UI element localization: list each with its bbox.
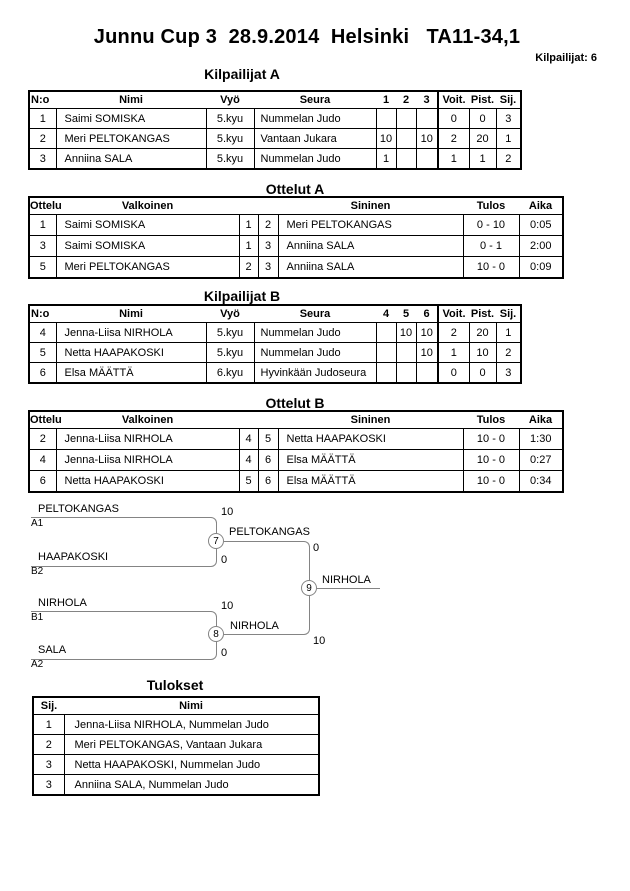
column-header-match: Ottelu: [29, 197, 56, 215]
column-header-points: Pist.: [469, 305, 496, 323]
cell-match-no: 6: [29, 471, 56, 493]
cell-place: 3: [496, 363, 521, 384]
bracket-score: 0: [221, 647, 228, 659]
table-row: [29, 471, 563, 493]
column-header-result: Tulos: [463, 411, 519, 429]
column-header-spacer: [258, 411, 278, 429]
cell-wins: 2: [438, 129, 469, 149]
column-header-match6: 6: [416, 305, 438, 323]
cell-time: 2:00: [519, 236, 563, 257]
cell-score2: [396, 109, 416, 129]
cell-belt: 5.kyu: [206, 149, 254, 170]
bracket-score: 10: [221, 600, 234, 612]
column-header-place: Sij.: [33, 697, 64, 715]
section-title-matches-a: Ottelut A: [265, 181, 325, 197]
cell-blue-no: 6: [258, 450, 278, 471]
cell-time: 0:34: [519, 471, 563, 493]
table-pool-a: [28, 90, 522, 170]
cell-wins: 1: [438, 149, 469, 170]
cell-white-name: Meri PELTOKANGAS: [56, 257, 239, 279]
cell-blue-name: Anniina SALA: [278, 257, 463, 279]
cell-wins: 2: [438, 323, 469, 343]
table-header-row: [33, 697, 319, 715]
cell-result: 10 - 0: [463, 429, 519, 450]
cell-match-no: 5: [29, 257, 56, 279]
column-header-no: N:o: [29, 91, 56, 109]
bracket-score: 0: [313, 542, 320, 554]
column-header-belt: Vyö: [206, 305, 254, 323]
bracket-player-name: SALA: [38, 644, 67, 656]
cell-points: 0: [469, 109, 496, 129]
column-header-no: N:o: [29, 305, 56, 323]
cell-club: Hyvinkään Judoseura: [254, 363, 376, 384]
bracket-player-name: NIRHOLA: [38, 597, 87, 609]
cell-name: Jenna-Liisa NIRHOLA, Nummelan Judo: [64, 715, 319, 735]
cell-points: 0: [469, 363, 496, 384]
cell-white-no: 4: [239, 450, 258, 471]
cell-name: Saimi SOMISKA: [56, 109, 206, 129]
page-title: Junnu Cup 3 28.9.2014 Helsinki TA11-34,1: [93, 26, 521, 48]
table-pool-b: [28, 304, 522, 384]
cell-belt: 5.kyu: [206, 129, 254, 149]
bracket-seed-label: A2: [31, 659, 44, 670]
cell-score3: 10: [416, 129, 438, 149]
table-header-row: [29, 305, 521, 323]
cell-time: 0:27: [519, 450, 563, 471]
cell-points: 20: [469, 323, 496, 343]
column-header-club: Seura: [254, 91, 376, 109]
column-header-blue: Sininen: [278, 411, 463, 429]
cell-score2: [396, 149, 416, 170]
bracket-seed-label: B2: [31, 566, 44, 577]
cell-place: 3: [33, 755, 64, 775]
cell-no: 5: [29, 343, 56, 363]
cell-club: Nummelan Judo: [254, 323, 376, 343]
cell-blue-no: 6: [258, 471, 278, 493]
column-header-match5: 5: [396, 305, 416, 323]
table-header-row: [29, 411, 563, 429]
cell-score1: 1: [376, 149, 396, 170]
column-header-place: Sij.: [496, 305, 521, 323]
bracket-winner-name: PELTOKANGAS: [229, 526, 310, 538]
cell-wins: 0: [438, 109, 469, 129]
cell-white-no: 5: [239, 471, 258, 493]
cell-name: Meri PELTOKANGAS: [56, 129, 206, 149]
cell-belt: 5.kyu: [206, 343, 254, 363]
bracket-match-circle-9: 9: [301, 580, 317, 596]
column-header-name: Nimi: [64, 697, 319, 715]
table-matches-a: [28, 196, 564, 279]
bracket-match-circle-7: 7: [208, 533, 224, 549]
table-row: [33, 735, 319, 755]
column-header-belt: Vyö: [206, 91, 254, 109]
cell-match-no: 3: [29, 236, 56, 257]
cell-match-no: 1: [29, 215, 56, 236]
column-header-match3: 3: [416, 91, 438, 109]
bracket-final-winner-name: NIRHOLA: [322, 574, 371, 586]
column-header-white: Valkoinen: [56, 197, 239, 215]
cell-result: 0 - 10: [463, 215, 519, 236]
cell-white-no: 4: [239, 429, 258, 450]
cell-time: 0:09: [519, 257, 563, 279]
table-row: [33, 775, 319, 796]
cell-points: 10: [469, 343, 496, 363]
competitors-count-label: Kilpailijat: 6: [535, 52, 597, 64]
cell-white-name: Netta HAAPAKOSKI: [56, 471, 239, 493]
cell-score2: [396, 129, 416, 149]
cell-score3: 10: [416, 323, 438, 343]
bracket-score: 10: [221, 506, 234, 518]
cell-name: Meri PELTOKANGAS, Vantaan Jukara: [64, 735, 319, 755]
cell-name: Jenna-Liisa NIRHOLA: [56, 323, 206, 343]
bracket-winner-line: [317, 588, 380, 589]
cell-club: Nummelan Judo: [254, 109, 376, 129]
cell-no: 1: [29, 109, 56, 129]
table-row: [29, 429, 563, 450]
table-row: [29, 450, 563, 471]
table-row: [29, 215, 563, 236]
column-header-name: Nimi: [56, 305, 206, 323]
cell-belt: 5.kyu: [206, 323, 254, 343]
cell-place: 3: [496, 109, 521, 129]
cell-blue-name: Elsa MÄÄTTÄ: [278, 450, 463, 471]
cell-blue-name: Meri PELTOKANGAS: [278, 215, 463, 236]
cell-place: 1: [33, 715, 64, 735]
column-header-spacer: [258, 197, 278, 215]
column-header-place: Sij.: [496, 91, 521, 109]
cell-no: 6: [29, 363, 56, 384]
cell-name: Elsa MÄÄTTÄ: [56, 363, 206, 384]
column-header-time: Aika: [519, 197, 563, 215]
table-row: [29, 363, 521, 384]
cell-name: Anniina SALA: [56, 149, 206, 170]
table-row: [29, 343, 521, 363]
column-header-match1: 1: [376, 91, 396, 109]
table-row: [29, 236, 563, 257]
section-title-pool-a: Kilpailijat A: [204, 66, 280, 82]
cell-white-name: Saimi SOMISKA: [56, 236, 239, 257]
column-header-match: Ottelu: [29, 411, 56, 429]
table-row: [29, 129, 521, 149]
bracket-winner-name: NIRHOLA: [230, 620, 279, 632]
cell-time: 1:30: [519, 429, 563, 450]
table-header-row: [29, 91, 521, 109]
cell-place: 3: [33, 775, 64, 796]
cell-no: 3: [29, 149, 56, 170]
cell-result: 10 - 0: [463, 450, 519, 471]
table-row: [29, 109, 521, 129]
cell-result: 10 - 0: [463, 471, 519, 493]
cell-score3: [416, 363, 438, 384]
cell-no: 2: [29, 129, 56, 149]
cell-score1: 10: [376, 129, 396, 149]
cell-name: Anniina SALA, Nummelan Judo: [64, 775, 319, 796]
cell-belt: 5.kyu: [206, 109, 254, 129]
column-header-spacer: [239, 197, 258, 215]
cell-white-name: Saimi SOMISKA: [56, 215, 239, 236]
cell-white-no: 1: [239, 236, 258, 257]
cell-match-no: 2: [29, 429, 56, 450]
bracket-connector-final-top: [224, 541, 310, 589]
column-header-points: Pist.: [469, 91, 496, 109]
section-title-pool-b: Kilpailijat B: [203, 288, 281, 304]
cell-white-no: 2: [239, 257, 258, 279]
table-matches-b: [28, 410, 564, 493]
cell-score2: 10: [396, 323, 416, 343]
cell-name: Netta HAAPAKOSKI: [56, 343, 206, 363]
cell-score1: [376, 363, 396, 384]
section-title-matches-b: Ottelut B: [265, 395, 325, 411]
cell-blue-name: Elsa MÄÄTTÄ: [278, 471, 463, 493]
table-row: [29, 149, 521, 170]
cell-points: 20: [469, 129, 496, 149]
cell-place: 1: [496, 129, 521, 149]
cell-white-name: Jenna-Liisa NIRHOLA: [56, 450, 239, 471]
column-header-club: Seura: [254, 305, 376, 323]
column-header-spacer: [239, 411, 258, 429]
column-header-result: Tulos: [463, 197, 519, 215]
cell-white-no: 1: [239, 215, 258, 236]
section-title-results: Tulokset: [146, 677, 204, 693]
cell-blue-name: Netta HAAPAKOSKI: [278, 429, 463, 450]
table-header-row: [29, 197, 563, 215]
table-results: [32, 696, 320, 796]
column-header-blue: Sininen: [278, 197, 463, 215]
column-header-wins: Voit.: [438, 305, 469, 323]
bracket-seed-label: A1: [31, 518, 44, 529]
column-header-match2: 2: [396, 91, 416, 109]
cell-score1: [376, 323, 396, 343]
table-row: [33, 755, 319, 775]
table-row: [33, 715, 319, 735]
column-header-wins: Voit.: [438, 91, 469, 109]
cell-score1: [376, 109, 396, 129]
cell-result: 10 - 0: [463, 257, 519, 279]
cell-white-name: Jenna-Liisa NIRHOLA: [56, 429, 239, 450]
cell-score3: [416, 109, 438, 129]
cell-score1: [376, 343, 396, 363]
bracket-score: 0: [221, 554, 228, 566]
cell-blue-no: 5: [258, 429, 278, 450]
cell-wins: 0: [438, 363, 469, 384]
cell-blue-no: 2: [258, 215, 278, 236]
cell-place: 2: [496, 149, 521, 170]
table-row: [29, 257, 563, 279]
cell-club: Vantaan Jukara: [254, 129, 376, 149]
cell-blue-no: 3: [258, 236, 278, 257]
cell-club: Nummelan Judo: [254, 149, 376, 170]
cell-score2: [396, 363, 416, 384]
bracket-player-name: PELTOKANGAS: [38, 503, 119, 515]
cell-score3: [416, 149, 438, 170]
cell-blue-no: 3: [258, 257, 278, 279]
cell-place: 1: [496, 323, 521, 343]
cell-wins: 1: [438, 343, 469, 363]
cell-blue-name: Anniina SALA: [278, 236, 463, 257]
column-header-match4: 4: [376, 305, 396, 323]
cell-belt: 6.kyu: [206, 363, 254, 384]
cell-place: 2: [496, 343, 521, 363]
column-header-time: Aika: [519, 411, 563, 429]
bracket-player-name: HAAPAKOSKI: [38, 551, 109, 563]
bracket-score: 10: [313, 635, 326, 647]
column-header-name: Nimi: [56, 91, 206, 109]
cell-time: 0:05: [519, 215, 563, 236]
table-row: [29, 323, 521, 343]
column-header-white: Valkoinen: [56, 411, 239, 429]
cell-no: 4: [29, 323, 56, 343]
cell-club: Nummelan Judo: [254, 343, 376, 363]
bracket-match-circle-8: 8: [208, 626, 224, 642]
cell-place: 2: [33, 735, 64, 755]
cell-match-no: 4: [29, 450, 56, 471]
cell-name: Netta HAAPAKOSKI, Nummelan Judo: [64, 755, 319, 775]
cell-score2: [396, 343, 416, 363]
cell-points: 1: [469, 149, 496, 170]
cell-score3: 10: [416, 343, 438, 363]
bracket-seed-label: B1: [31, 612, 44, 623]
cell-result: 0 - 1: [463, 236, 519, 257]
